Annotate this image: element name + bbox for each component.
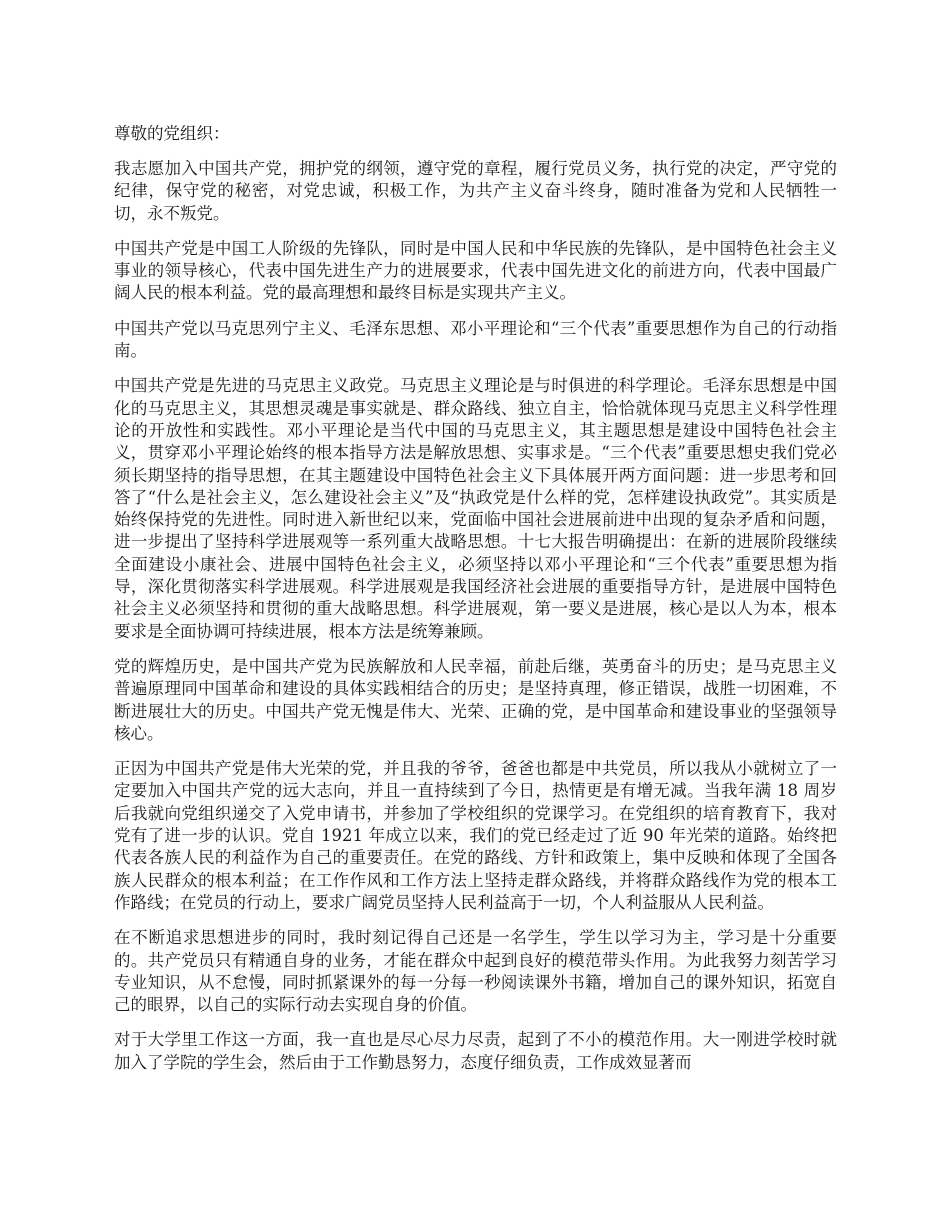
paragraph-work: 对于大学里工作这一方面，我一直也是尽心尽力尽责，起到了不小的模范作用。大一刚进学校时就加入了学院的学生会，然后由于工作勤恳努力，态度仔细负责，工作成效显著而 [114, 1030, 837, 1072]
paragraph-history: 党的辉煌历史，是中国共产党为民族解放和人民幸福，前赴后继，英勇奋斗的历史；是马克思主义普遍原理同中国革命和建设的具体实践相结合的历史；是坚持真理，修正错误，战胜一切困难，不断进展壮大的历史。中国共产党无愧是伟大、光荣、正确的党，是中国革命和建设事业的坚强领导核心。 [114, 656, 837, 743]
paragraph-theory: 中国共产党是先进的马克思主义政党。马克思主义理论是与时俱进的科学理论。毛泽东思想是中国化的马克思主义，其思想灵魂是事实就是、群众路线、独立自主，恰恰就体现马克思主义科学性理论的开放性和实践性。邓小平理论是当代中国的马克思主义，其主题思想是建设中国特色社会主义，贯穿邓小平理论始终的根本指导方法是解放思想、实事求是。“三个代表”重要思想史我们党必须长期坚持的指导思想，在其主题建设中国特色社会主义下具体展开两方面问题：进一步思考和回答了“什么是社会主义，怎么建设社会主义”及“执政党是什么样的党，怎样建设执政党”。其实质是始终保持党的先进性。同时进入新世纪以来，党面临中国社会进展前进中出现的复杂矛盾和问题，进一步提出了坚持科学进展观等一系列重大战略思想。十七大报告明确提出：在新的进展阶段继续全面建设小康社会、进展中国特色社会主义，必须坚持以邓小平理论和“三个代表”重要思想为指导，深化贯彻落实科学进展观。科学进展观是我国经济社会进展的重要指导方针，是进展中国特色社会主义必须坚持和贯彻的重大战略思想。科学进展观，第一要义是进展，核心是以人为本，根本要求是全面协调可持续进展，根本方法是统筹兼顾。 [114, 376, 837, 641]
paragraph-oath: 我志愿加入中国共产党，拥护党的纲领，遵守党的章程，履行党员义务，执行党的决定，严守党的纪律，保守党的秘密，对党忠诚，积极工作，为共产主义奋斗终身，随时准备为党和人民牺牲一切，永不叛党。 [114, 159, 837, 223]
paragraph-guiding-ideology: 中国共产党以马克思列宁主义、毛泽东思想、邓小平理论和“三个代表”重要思想作为自己的行动指南。 [114, 318, 837, 361]
salutation: 尊敬的党组织： [114, 124, 230, 143]
paragraph-party-nature: 中国共产党是中国工人阶级的先锋队，同时是中国人民和中华民族的先锋队，是中国特色社会主义事业的领导核心，代表中国先进生产力的进展要求，代表中国先进文化的前进方向，代表中国最广阔人民的根本利益。党的最高理想和最终目标是实现共产主义。 [114, 238, 837, 303]
paragraph-motivation: 正因为中国共产党是伟大光荣的党，并且我的爷爷，爸爸也都是中共党员，所以我从小就树立了一定要加入中国共产党的远大志向，并且一直持续到了今日，热情更是有增无减。当我年满 18 周岁后我就向党组织递交了入党申请书，并参加了学校组织的党课学习。在党组织的培育教育下，我对党有了进一步的认识。党自 1921 年成立以来，我们的党已经走过了近 90 年光荣的道路。始终把代表各族人民的利益作为自己的重要责任。在党的路线、方针和政策上，集中反映和体现了全国各族人民群众的根本利益；在工作作风和工作方法上坚持走群众路线，并将群众路线作为党的根本工作路线；在党员的行动上，要求广阔党员坚持人民利益高于一切，个人利益服从人民利益。 [114, 759, 837, 912]
paragraph-study: 在不断追求思想进步的同时，我时刻记得自己还是一名学生，学生以学习为主，学习是十分重要的。共产党员只有精通自身的业务，才能在群众中起到良好的模范带头作用。为此我努力刻苦学习专业知识，从不怠慢，同时抓紧课外的每一分每一秒阅读课外书籍，增加自己的课外知识，拓宽自己的眼界，以自己的实际行动去实现自身的价值。 [114, 928, 837, 1015]
